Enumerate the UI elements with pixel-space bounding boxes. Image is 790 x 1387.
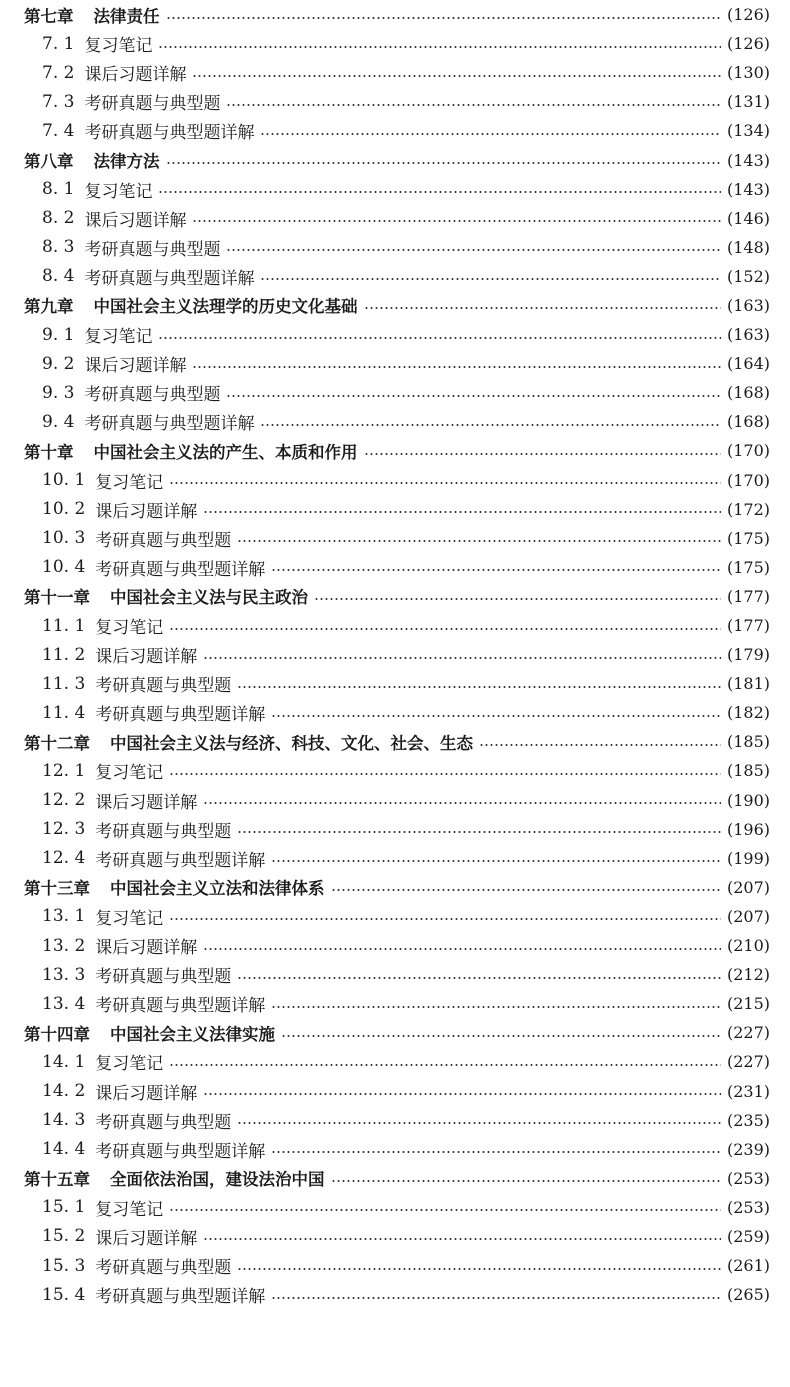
dot-leader xyxy=(479,744,721,746)
section-number: 7. 4 xyxy=(42,120,75,141)
section-title: 课后习题详解 xyxy=(95,938,198,959)
dot-leader xyxy=(169,1209,721,1211)
section-number: 12. 1 xyxy=(42,760,86,781)
dot-leader xyxy=(237,686,721,688)
page-number: (179) xyxy=(726,645,770,665)
section-title: 课后习题详解 xyxy=(95,1083,198,1104)
toc-section-row[interactable] xyxy=(24,902,770,931)
section-number: 9. 3 xyxy=(42,382,75,403)
page-number: (134) xyxy=(726,121,770,141)
toc-section-row[interactable] xyxy=(24,640,770,669)
dot-leader xyxy=(331,1180,721,1182)
chapter-title: 中国社会主义立法和法律体系 xyxy=(110,879,325,899)
page-number: (196) xyxy=(726,819,770,839)
dot-leader xyxy=(203,1093,721,1095)
section-title: 复习笔记 xyxy=(84,181,153,202)
toc-section-row[interactable] xyxy=(24,815,770,844)
chapter-title: 中国社会主义法理学的历史文化基础 xyxy=(93,297,358,317)
chapter-title: 中国社会主义法与民主政治 xyxy=(110,588,308,608)
toc-section-row[interactable] xyxy=(24,175,770,204)
page-number: (126) xyxy=(726,5,770,25)
toc-section-row[interactable] xyxy=(24,524,770,553)
toc-section-row[interactable] xyxy=(24,349,770,378)
section-number: 9. 1 xyxy=(42,324,75,345)
page-number: (131) xyxy=(726,92,770,112)
page-number: (175) xyxy=(726,557,770,577)
section-number: 15. 4 xyxy=(42,1284,86,1305)
page-number: (261) xyxy=(726,1256,770,1276)
toc-section-row[interactable] xyxy=(24,669,770,698)
dot-leader xyxy=(169,773,721,775)
toc-chapter-row[interactable] xyxy=(24,873,770,902)
toc-section-row[interactable] xyxy=(24,116,770,145)
section-number: 9. 2 xyxy=(42,353,75,374)
dot-leader xyxy=(226,249,721,251)
section-title: 复习笔记 xyxy=(95,472,164,493)
toc-chapter-row[interactable] xyxy=(24,436,770,465)
section-number: 14. 2 xyxy=(42,1081,86,1102)
toc-chapter-row[interactable] xyxy=(24,727,770,756)
section-number: 10. 3 xyxy=(42,528,86,549)
section-title: 课后习题详解 xyxy=(95,1228,198,1249)
page-number: (163) xyxy=(726,295,770,315)
dot-leader xyxy=(226,395,721,397)
dot-leader xyxy=(203,511,721,513)
toc-chapter-row[interactable] xyxy=(24,1164,770,1193)
section-number: 11. 4 xyxy=(42,702,86,723)
page-number: (163) xyxy=(726,325,770,345)
dot-leader xyxy=(260,424,721,426)
page-number: (126) xyxy=(726,34,770,54)
section-title: 考研真题与典型题详解 xyxy=(95,996,266,1017)
section-title: 考研真题与典型题 xyxy=(95,1258,232,1279)
toc-section-row[interactable] xyxy=(24,786,770,815)
section-title: 考研真题与典型题详解 xyxy=(84,123,255,144)
section-title: 复习笔记 xyxy=(84,327,153,348)
dot-leader xyxy=(237,1268,721,1270)
section-title: 复习笔记 xyxy=(95,1199,164,1220)
page-number: (210) xyxy=(726,936,770,956)
section-title: 课后习题详解 xyxy=(84,210,187,231)
page-number: (212) xyxy=(726,965,770,985)
toc-section-row[interactable] xyxy=(24,407,770,436)
section-number: 11. 1 xyxy=(42,615,86,636)
section-title: 考研真题与典型题详解 xyxy=(84,268,255,289)
page-number: (190) xyxy=(726,790,770,810)
section-number: 7. 2 xyxy=(42,62,75,83)
section-number: 15. 1 xyxy=(42,1197,86,1218)
chapter-number: 第十二章 xyxy=(24,733,90,753)
dot-leader xyxy=(364,307,721,309)
chapter-number: 第八章 xyxy=(24,152,74,172)
dot-leader xyxy=(166,17,721,19)
dot-leader xyxy=(158,191,721,193)
section-number: 11. 3 xyxy=(42,673,86,694)
dot-leader xyxy=(203,1238,721,1240)
toc-section-row[interactable] xyxy=(24,1222,770,1251)
section-title: 考研真题与典型题 xyxy=(95,530,232,551)
dot-leader xyxy=(271,715,721,717)
section-title: 考研真题与典型题详解 xyxy=(95,559,266,580)
dot-leader xyxy=(169,482,721,484)
toc-chapter-row[interactable] xyxy=(24,0,770,29)
dot-leader xyxy=(192,75,721,77)
dot-leader xyxy=(192,220,721,222)
section-number: 12. 2 xyxy=(42,790,86,811)
section-number: 13. 4 xyxy=(42,993,86,1014)
toc-section-row[interactable] xyxy=(24,495,770,524)
dot-leader xyxy=(260,278,721,280)
section-number: 15. 3 xyxy=(42,1255,86,1276)
page-number: (175) xyxy=(726,528,770,548)
page-number: (253) xyxy=(726,1197,770,1217)
dot-leader xyxy=(260,133,721,135)
dot-leader xyxy=(237,1122,721,1124)
page-number: (130) xyxy=(726,63,770,83)
toc-section-row[interactable] xyxy=(24,29,770,58)
toc-section-row[interactable] xyxy=(24,553,770,582)
section-number: 13. 1 xyxy=(42,906,86,927)
page-number: (143) xyxy=(726,150,770,170)
chapter-number: 第九章 xyxy=(24,297,74,317)
chapter-title: 法律方法 xyxy=(93,152,160,172)
page-number: (146) xyxy=(726,208,770,228)
toc-section-row[interactable] xyxy=(24,262,770,291)
dot-leader xyxy=(271,1006,721,1008)
page-number: (177) xyxy=(726,586,770,606)
dot-leader xyxy=(203,657,721,659)
dot-leader xyxy=(169,628,721,630)
section-number: 10. 1 xyxy=(42,470,86,491)
dot-leader xyxy=(166,162,721,164)
toc-section-row[interactable] xyxy=(24,1076,770,1105)
section-title: 考研真题与典型题 xyxy=(84,94,221,115)
section-title: 考研真题与典型题详解 xyxy=(95,850,266,871)
toc-section-row[interactable] xyxy=(24,233,770,262)
dot-leader xyxy=(364,453,721,455)
section-number: 7. 1 xyxy=(42,33,75,54)
page-number: (239) xyxy=(726,1139,770,1159)
section-number: 8. 2 xyxy=(42,208,75,229)
toc-section-row[interactable] xyxy=(24,756,770,785)
dot-leader xyxy=(169,1064,721,1066)
toc-section-row[interactable] xyxy=(24,931,770,960)
section-number: 8. 3 xyxy=(42,237,75,258)
dot-leader xyxy=(203,948,721,950)
page-number: (259) xyxy=(726,1226,770,1246)
dot-leader xyxy=(314,598,721,600)
section-title: 课后习题详解 xyxy=(95,647,198,668)
dot-leader xyxy=(271,569,721,571)
toc-section-row[interactable] xyxy=(24,466,770,495)
chapter-title: 中国社会主义法的产生、本质和作用 xyxy=(93,442,358,462)
section-title: 考研真题与典型题详解 xyxy=(95,1287,266,1308)
toc-section-row[interactable] xyxy=(24,1047,770,1076)
dot-leader xyxy=(271,1151,721,1153)
page-number: (207) xyxy=(726,906,770,926)
toc-section-row[interactable] xyxy=(24,87,770,116)
page-number: (235) xyxy=(726,1110,770,1130)
page-number: (231) xyxy=(726,1081,770,1101)
dot-leader xyxy=(237,977,721,979)
dot-leader xyxy=(226,104,721,106)
page-number: (152) xyxy=(726,266,770,286)
dot-leader xyxy=(331,889,721,891)
toc-section-row[interactable] xyxy=(24,844,770,873)
section-title: 考研真题与典型题详解 xyxy=(95,705,266,726)
page-number: (207) xyxy=(726,877,770,897)
section-title: 考研真题与典型题详解 xyxy=(95,1141,266,1162)
toc-section-row[interactable] xyxy=(24,320,770,349)
section-title: 考研真题与典型题 xyxy=(95,967,232,988)
page-number: (227) xyxy=(726,1052,770,1072)
section-number: 13. 3 xyxy=(42,964,86,985)
toc-chapter-row[interactable] xyxy=(24,1018,770,1047)
page-number: (177) xyxy=(726,616,770,636)
dot-leader xyxy=(203,802,721,804)
section-number: 15. 2 xyxy=(42,1226,86,1247)
section-title: 考研真题与典型题 xyxy=(84,385,221,406)
toc-section-row[interactable] xyxy=(24,1193,770,1222)
page-number: (148) xyxy=(726,237,770,257)
section-number: 8. 4 xyxy=(42,266,75,287)
chapter-number: 第七章 xyxy=(24,6,74,26)
section-title: 考研真题与典型题 xyxy=(95,1112,232,1133)
section-title: 复习笔记 xyxy=(95,908,164,929)
page-number: (170) xyxy=(726,470,770,490)
dot-leader xyxy=(158,337,721,339)
section-title: 课后习题详解 xyxy=(95,792,198,813)
toc-section-row[interactable] xyxy=(24,1280,770,1309)
page-number: (143) xyxy=(726,179,770,199)
section-number: 11. 2 xyxy=(42,644,86,665)
page-number: (181) xyxy=(726,674,770,694)
toc-chapter-row[interactable] xyxy=(24,291,770,320)
page-number: (227) xyxy=(726,1023,770,1043)
chapter-title: 中国社会主义法律实施 xyxy=(110,1024,275,1044)
page-number: (265) xyxy=(726,1285,770,1305)
chapter-title: 中国社会主义法与经济、科技、文化、社会、生态 xyxy=(110,733,473,753)
chapter-number: 第十三章 xyxy=(24,879,90,899)
section-title: 复习笔记 xyxy=(95,763,164,784)
section-number: 8. 1 xyxy=(42,179,75,200)
section-number: 7. 3 xyxy=(42,91,75,112)
section-title: 复习笔记 xyxy=(95,1054,164,1075)
dot-leader xyxy=(281,1035,721,1037)
chapter-number: 第十一章 xyxy=(24,588,90,608)
chapter-title: 全面依法治国，建设法治中国 xyxy=(110,1170,325,1190)
page-number: (182) xyxy=(726,703,770,723)
section-number: 14. 3 xyxy=(42,1110,86,1131)
dot-leader xyxy=(169,918,721,920)
section-title: 复习笔记 xyxy=(84,36,153,57)
section-title: 考研真题与典型题详解 xyxy=(84,414,255,435)
toc-chapter-row[interactable] xyxy=(24,582,770,611)
section-number: 9. 4 xyxy=(42,411,75,432)
dot-leader xyxy=(158,46,721,48)
dot-leader xyxy=(237,540,721,542)
section-title: 课后习题详解 xyxy=(84,65,187,86)
page-number: (253) xyxy=(726,1168,770,1188)
dot-leader xyxy=(271,1297,721,1299)
page-number: (215) xyxy=(726,994,770,1014)
page-number: (168) xyxy=(726,412,770,432)
section-number: 12. 4 xyxy=(42,848,86,869)
toc-section-row[interactable] xyxy=(24,58,770,87)
toc-section-row[interactable] xyxy=(24,204,770,233)
toc-section-row[interactable] xyxy=(24,698,770,727)
page-number: (199) xyxy=(726,848,770,868)
dot-leader xyxy=(237,831,721,833)
table-of-contents xyxy=(24,0,770,1309)
chapter-number: 第十章 xyxy=(24,442,74,462)
toc-section-row[interactable] xyxy=(24,989,770,1018)
chapter-number: 第十四章 xyxy=(24,1024,90,1044)
page-number: (170) xyxy=(726,441,770,461)
section-number: 12. 3 xyxy=(42,819,86,840)
toc-section-row[interactable] xyxy=(24,1251,770,1280)
toc-section-row[interactable] xyxy=(24,1135,770,1164)
toc-section-row[interactable] xyxy=(24,1106,770,1135)
dot-leader xyxy=(271,860,721,862)
toc-section-row[interactable] xyxy=(24,378,770,407)
section-title: 课后习题详解 xyxy=(84,356,187,377)
section-number: 14. 4 xyxy=(42,1139,86,1160)
page-number: (164) xyxy=(726,354,770,374)
section-title: 课后习题详解 xyxy=(95,501,198,522)
section-title: 考研真题与典型题 xyxy=(95,821,232,842)
page-number: (172) xyxy=(726,499,770,519)
page-number: (168) xyxy=(726,383,770,403)
toc-section-row[interactable] xyxy=(24,960,770,989)
dot-leader xyxy=(192,366,721,368)
chapter-title: 法律责任 xyxy=(93,6,160,26)
section-number: 10. 2 xyxy=(42,499,86,520)
section-title: 考研真题与典型题 xyxy=(84,239,221,260)
section-number: 10. 4 xyxy=(42,557,86,578)
page-number: (185) xyxy=(726,732,770,752)
toc-section-row[interactable] xyxy=(24,611,770,640)
section-number: 13. 2 xyxy=(42,935,86,956)
page-number: (185) xyxy=(726,761,770,781)
toc-chapter-row[interactable] xyxy=(24,145,770,174)
section-title: 考研真题与典型题 xyxy=(95,676,232,697)
section-number: 14. 1 xyxy=(42,1051,86,1072)
chapter-number: 第十五章 xyxy=(24,1170,90,1190)
section-title: 复习笔记 xyxy=(95,618,164,639)
